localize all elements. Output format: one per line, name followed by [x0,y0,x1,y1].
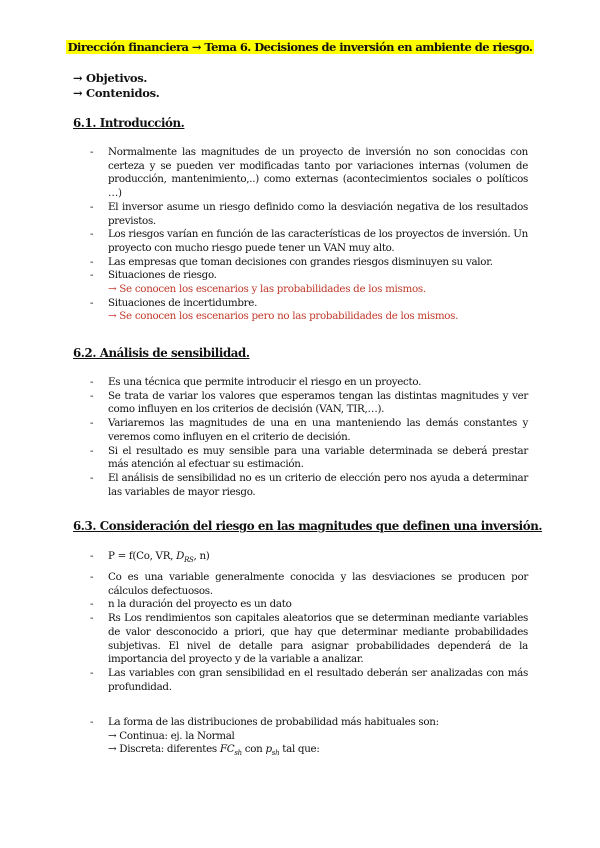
list-item: - Situaciones de incertidumbre. → Se conocen los escenarios pero no las probabilidades de los mismos. [90,297,528,324]
section-heading-introduccion: 6.1. Introducción. [73,116,185,130]
risk-sub-item: → Se conocen los escenarios y las probabilidades de los mismos. [108,283,426,296]
distribution-list [90,716,528,761]
uncertainty-sub-item: → Se conocen los escenarios pero no las probabilidades de los mismos. [108,310,459,323]
section-heading-consideracion: 6.3. Consideración del riesgo en las magnitudes que definen una inversión. [73,519,543,533]
list-item: - Las empresas que toman decisiones con grandes riesgos disminuyen su valor. [90,255,493,268]
list-item: - Situaciones de riesgo. → Se conocen los escenarios y las probabilidades de los mismos. [90,269,528,296]
drs-variable: $D_{RS}$ [176,550,194,565]
list-item: - Los riesgos varían en función de las características de los proyectos de inversión. Un proyecto con mucho riesgo puede tener un VAN muy alto. [90,228,528,254]
document-title: Dirección financiera → Tema 6. Decisiones de inversión en ambiente de riesgo. [67,40,533,54]
list-item: - Normalmente las magnitudes de un proyecto de inversión no son conocidas con certeza y se pueden ver modificadas tanto por variaciones internas (volumen de producción, mantenimiento,..) como externas (acontecimientos sociales o políticos …) [90,146,528,200]
discrete-sub-item: → Discreta: diferentes $FC_{sh}$ con $p_{sh}$ tal que: [108,743,320,758]
section-heading-sensibilidad: 6.2. Análisis de sensibilidad. [73,346,250,360]
list-item: - n la duración del proyecto es un dato [90,598,292,611]
list-item: - El análisis de sensibilidad no es un criterio de elección pero nos ayuda a determinar las variables de mayor riesgo. [90,471,528,498]
continuous-sub-item: → Continua: ej. la Normal [108,729,235,742]
list-item: - Co es una variable generalmente conocida y las desviaciones se producen por cálculos defectuosos. [90,571,528,597]
list-item: - Es una técnica que permite introducir el riesgo en un proyecto. [90,376,422,388]
list-item: - Rs Los rendimientos son capitales aleatorios que se determinan mediante variables de valor desconocido a priori, que hay que determinar mediante probabilidades subjetivas. El nivel de detalle para asignar probabilidades dependerá de la importancia del proyecto y de la variable a analizar. [90,612,528,666]
objetivos-link[interactable]: → Objetivos. [73,71,148,85]
list-item: - Variaremos las magnitudes de una en una manteniendo las demás constantes y veremos como influyen en el criterio de decisión. [90,417,528,443]
magnitudes-list [90,571,528,694]
formula-list [90,550,528,568]
list-item: - La forma de las distribuciones de probabilidad más habituales son: → Continua: ej. la Normal → Discreta: diferentes $FC_{sh}$ con $p_{sh}$ tal que: [90,716,528,761]
contenidos-link[interactable]: → Contenidos. [73,85,160,100]
top-links [73,71,159,100]
sensitivity-list [90,376,528,499]
formula-item: - P = f(Co, VR, $D_{RS}$, n) [90,550,210,565]
list-item: - Si el resultado es muy sensible para una variable determinada se deberá prestar más atención al efectuar su estimación. [90,444,528,471]
title-bar [0,36,600,55]
intro-list [90,146,528,324]
list-item: - El inversor asume un riesgo definido como la desviación negativa de los resultados previstos. [90,200,528,227]
list-item: - Se trata de variar los valores que esperamos tengan las distintas magnitudes y ver como influyen en los criterios de decisión (VAN, TIR,…). [90,389,528,416]
list-item: - Las variables con gran sensibilidad en el resultado deberán ser analizadas con más profundidad. [90,666,528,693]
